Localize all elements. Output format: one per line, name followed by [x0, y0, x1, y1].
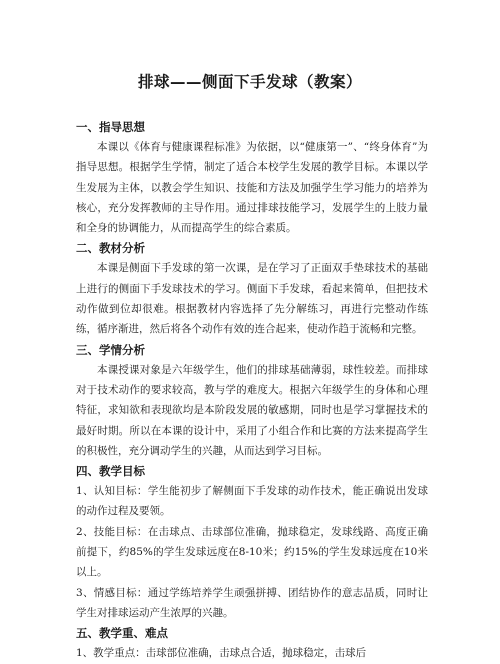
section-teaching-objectives [76, 461, 428, 623]
section-key-points [76, 623, 428, 660]
cutoff-line-container [76, 643, 428, 660]
section-paragraph: 本课是侧面下手发球的第一次课，是在学习了正面双手垫球技术的基础上进行的侧面下手发球技术的学习。侧面下手发球，看起来简单，但把技术动作做到位却很难。根据教材内容选择了先分解练习，再进行完整动作练练，循序渐进，然后将各个动作有效的连合起来，使动作趋于流畅和完整。 [76, 262, 428, 336]
document-title: 排球——侧面下手发球（教案） [137, 73, 362, 91]
section-heading: 五、教学重、难点 [76, 626, 168, 641]
section-paragraph: 本课授课对象是六年级学生，他们的排球基础薄弱，球性较差。而排球对于技术动作的要求较高，教与学的难度大。根据六年级学生的身体和心理特征，求知欲和表现欲均是本阶段发展的敏感期，同时也是学习掌握技术的最好时期。所以在本课的设计中，采用了小组合作和比赛的方法来提高学生的积极性，充分调动学生的兴趣，从而达到学习目标。 [76, 363, 428, 457]
document-body [76, 117, 428, 660]
section-heading: 三、学情分析 [76, 342, 145, 357]
section-guiding-ideology [76, 117, 428, 238]
objective-affective: 3、情感目标：通过学练培养学生顽强拼搏、团结协作的意志品质，同时让学生对排球运动产生浓厚的兴趣。 [76, 586, 428, 619]
section-heading: 四、教学目标 [76, 464, 145, 479]
objective-cognitive: 1、认知目标：学生能初步了解侧面下手发球的动作技术，能正确说出发球的动作过程及要领。 [76, 485, 428, 518]
cutoff-text: 1、教学重点：击球部位准确，击球点合适，抛球稳定，击球后 [76, 647, 367, 660]
section-paragraph: 本课以《体育与健康课程标准》为依据，以“健康第一”、“终身体育”为指导思想。根据学生学情，制定了适合本校学生发展的教学目标。本课以学生发展为主体，以教会学生知识、技能和方法及加强学生学习能力的培养为核心，充分发挥教师的主导作用。通过排球技能学习，发展学生的上肢力量和全身的协调能力，从而提高学生的综合素质。 [76, 141, 428, 235]
section-student-analysis [76, 340, 428, 461]
section-textbook-analysis [76, 238, 428, 339]
section-heading: 一、指导思想 [76, 120, 145, 134]
section-heading: 二、教材分析 [76, 241, 145, 256]
objective-skill: 2、技能目标：在击球点、击球部位准确，抛球稳定，发球线路、高度正确前提下，约85%的学生发球远度在8-10米；约15%的学生发球远度在10米以上。 [76, 525, 428, 579]
